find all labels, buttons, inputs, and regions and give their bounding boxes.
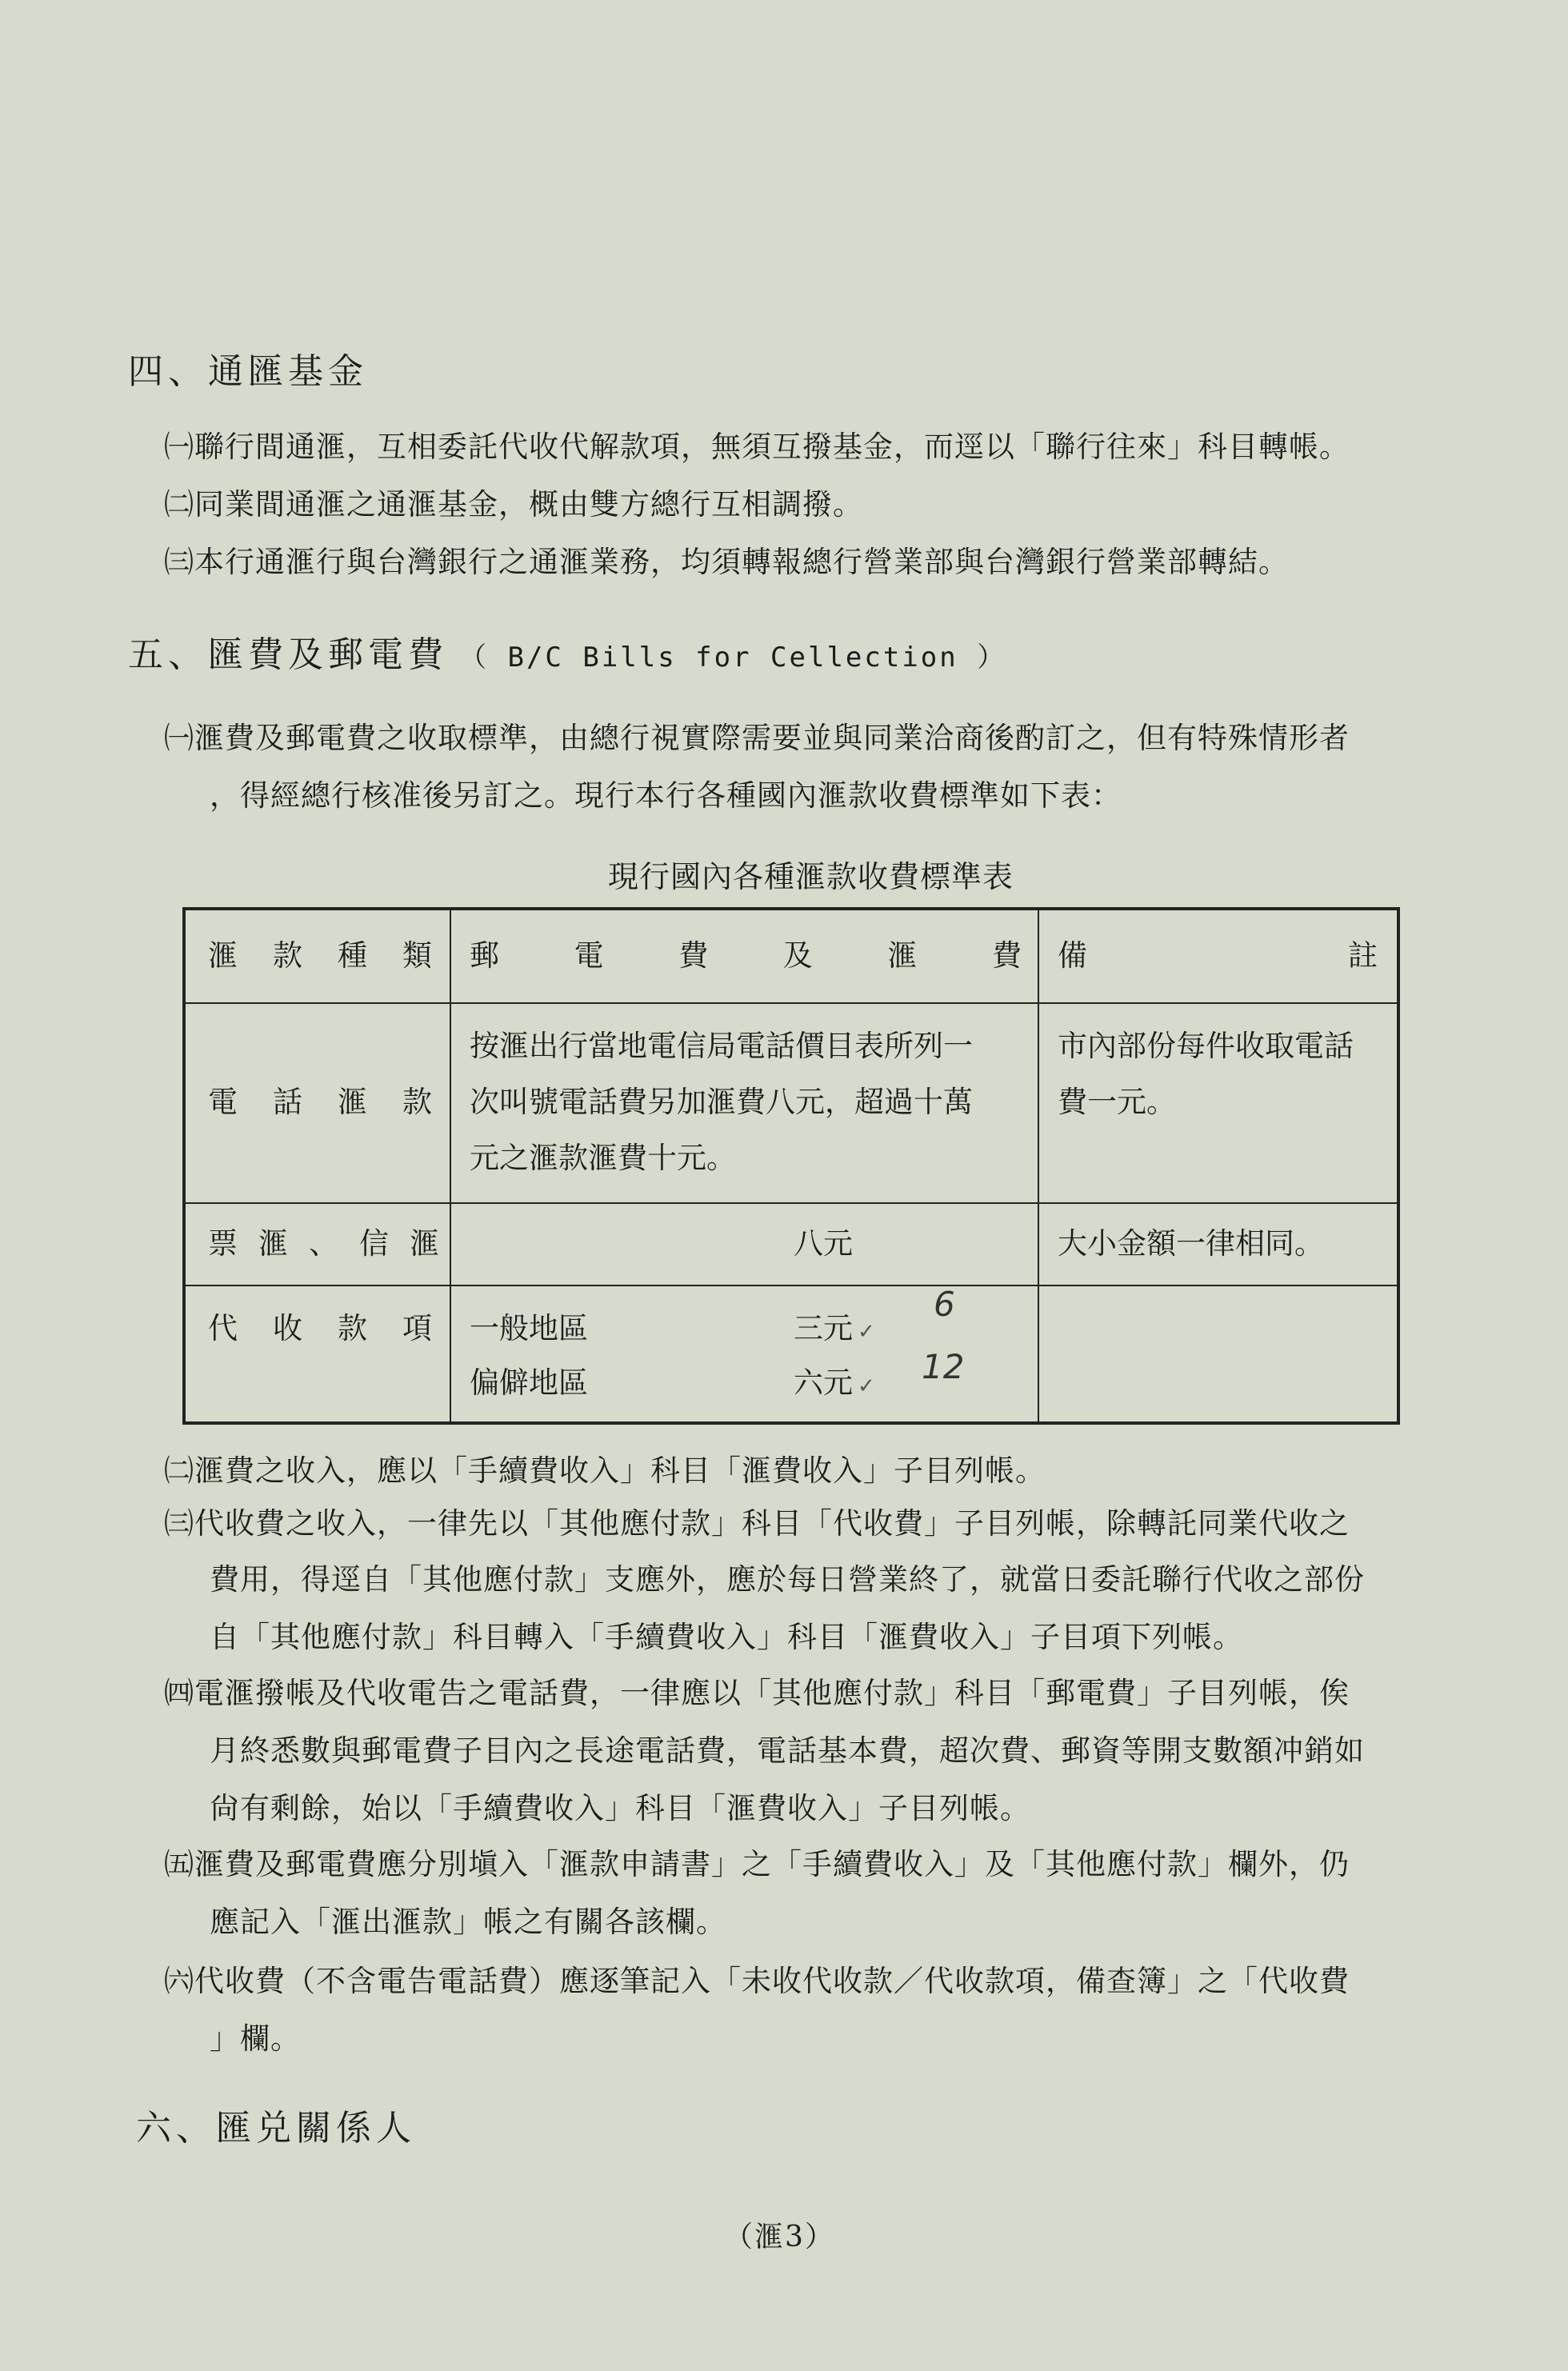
section-5-item-3-line-3: 自「其他應付款」科目轉入「手續費收入」科目「滙費收入」子目項下列帳。 [210, 1620, 1243, 1654]
section-5-title: 五、匯費及郵電費 [128, 634, 448, 675]
table-row-1-fee-line-2: 次叫號電話費另加滙費八元，超過十萬 [470, 1085, 973, 1119]
section-5-item-6-line-2: 」欄。 [210, 2021, 301, 2056]
handwritten-note-1: 6 [934, 1285, 955, 1324]
section-5-item-3-line-2: 費用，得逕自「其他應付款」支應外，應於每日營業終了，就當日委託聯行代收之部份 [210, 1562, 1365, 1597]
table-row-3-area-1: 一般地區 [470, 1311, 588, 1345]
table-row-3-area-2: 偏僻地區 [470, 1365, 588, 1400]
table-row-2-fee: 八元 [794, 1226, 853, 1261]
table-row-3-type: 代 收 款 項 [208, 1311, 432, 1345]
table-row-3-fee-2: 六元 [794, 1365, 853, 1400]
table-header-remark: 備 註 [1058, 938, 1378, 973]
table-row-1-remark-line-2: 費一元。 [1058, 1085, 1176, 1119]
table-divider [186, 1002, 1397, 1004]
table-row-2-remark: 大小金額一律相同。 [1058, 1226, 1324, 1261]
handwritten-note-2: 12 [922, 1347, 965, 1386]
section-5-item-4-line-1: ㈣電滙撥帳及代收電告之電話費，一律應以「其他應付款」科目「郵電費」子目列帳，俟 [164, 1676, 1350, 1710]
table-row-2-type-text: 票滙、信滙 [208, 1226, 460, 1261]
fee-table [182, 907, 1400, 1425]
table-caption: 現行國內各種滙款收費標準表 [608, 859, 1014, 894]
table-header-fee: 郵 電 費 及 滙 費 [470, 938, 1022, 973]
section-4-item-3: ㈢本行通滙行與台灣銀行之通滙業務，均須轉報總行營業部與台灣銀行營業部轉結。 [164, 545, 1289, 579]
section-5-item-4-line-3: 尙有剩餘，始以「手續費收入」科目「滙費收入」子目列帳。 [210, 1791, 1030, 1825]
table-row-1-remark-line-1: 市內部份每件收取電話 [1058, 1029, 1354, 1063]
check-mark-icon: ✓ [858, 1320, 875, 1344]
section-4-item-1: ㈠聯行間通滙，互相委託代收代解款項，無須互撥基金，而逕以「聯行往來」科目轉帳。 [164, 430, 1350, 464]
section-5-item-6-line-1: ㈥代收費（不含電告電話費）應逐筆記入「未收代收款／代收款項，備查簿」之「代收費 [164, 1964, 1350, 1998]
section-5-item-4-line-2: 月終悉數與郵電費子目內之長途電話費，電話基本費，超次費、郵資等開支數額冲銷如 [210, 1733, 1365, 1768]
section-5-item-5-line-1: ㈤滙費及郵電費應分別塡入「滙款申請書」之「手續費收入」及「其他應付款」欄外，仍 [164, 1847, 1350, 1881]
section-5-subtitle: （ B/C Bills for Cellection ） [459, 642, 1007, 674]
check-mark-icon: ✓ [858, 1374, 875, 1398]
section-5-item-1-line-1: ㈠滙費及郵電費之收取標準，由總行視實際需要並與同業洽商後酌訂之，但有特殊情形者 [164, 721, 1350, 755]
section-5-item-5-line-2: 應記入「滙出滙款」帳之有關各該欄。 [210, 1905, 726, 1939]
table-divider [186, 1285, 1397, 1286]
table-row-1-fee-line-1: 按滙出行當地電信局電話價目表所列一 [470, 1029, 973, 1063]
section-4-item-2: ㈡同業間通滙之通滙基金，概由雙方總行互相調撥。 [164, 487, 863, 522]
page-number: （滙3） [724, 2221, 835, 2253]
table-row-1-fee-line-3: 元之滙款滙費十元。 [470, 1141, 736, 1175]
section-5-item-2: ㈡滙費之收入，應以「手續費收入」科目「滙費收入」子目列帳。 [164, 1453, 1046, 1488]
section-5-item-3-line-1: ㈢代收費之收入，一律先以「其他應付款」科目「代收費」子目列帳，除轉託同業代收之 [164, 1506, 1350, 1541]
section-6-heading: 六、匯兑關係人 [136, 2108, 416, 2149]
table-row-1-type: 電 話 滙 款 [208, 1085, 432, 1119]
section-5-item-1-line-2: ，得經總行核准後另訂之。現行本行各種國內滙款收費標準如下表： [210, 778, 1122, 813]
section-5-heading [128, 626, 1006, 677]
table-divider [450, 910, 451, 1421]
table-row-3-fee-1: 三元 [794, 1311, 853, 1345]
table-divider [186, 1202, 1397, 1204]
table-header-type: 滙 款 種 類 [208, 938, 432, 973]
table-divider [1038, 910, 1039, 1421]
table-row-2-type [208, 1216, 460, 1272]
section-4-heading: 四、通匯基金 [128, 351, 368, 392]
